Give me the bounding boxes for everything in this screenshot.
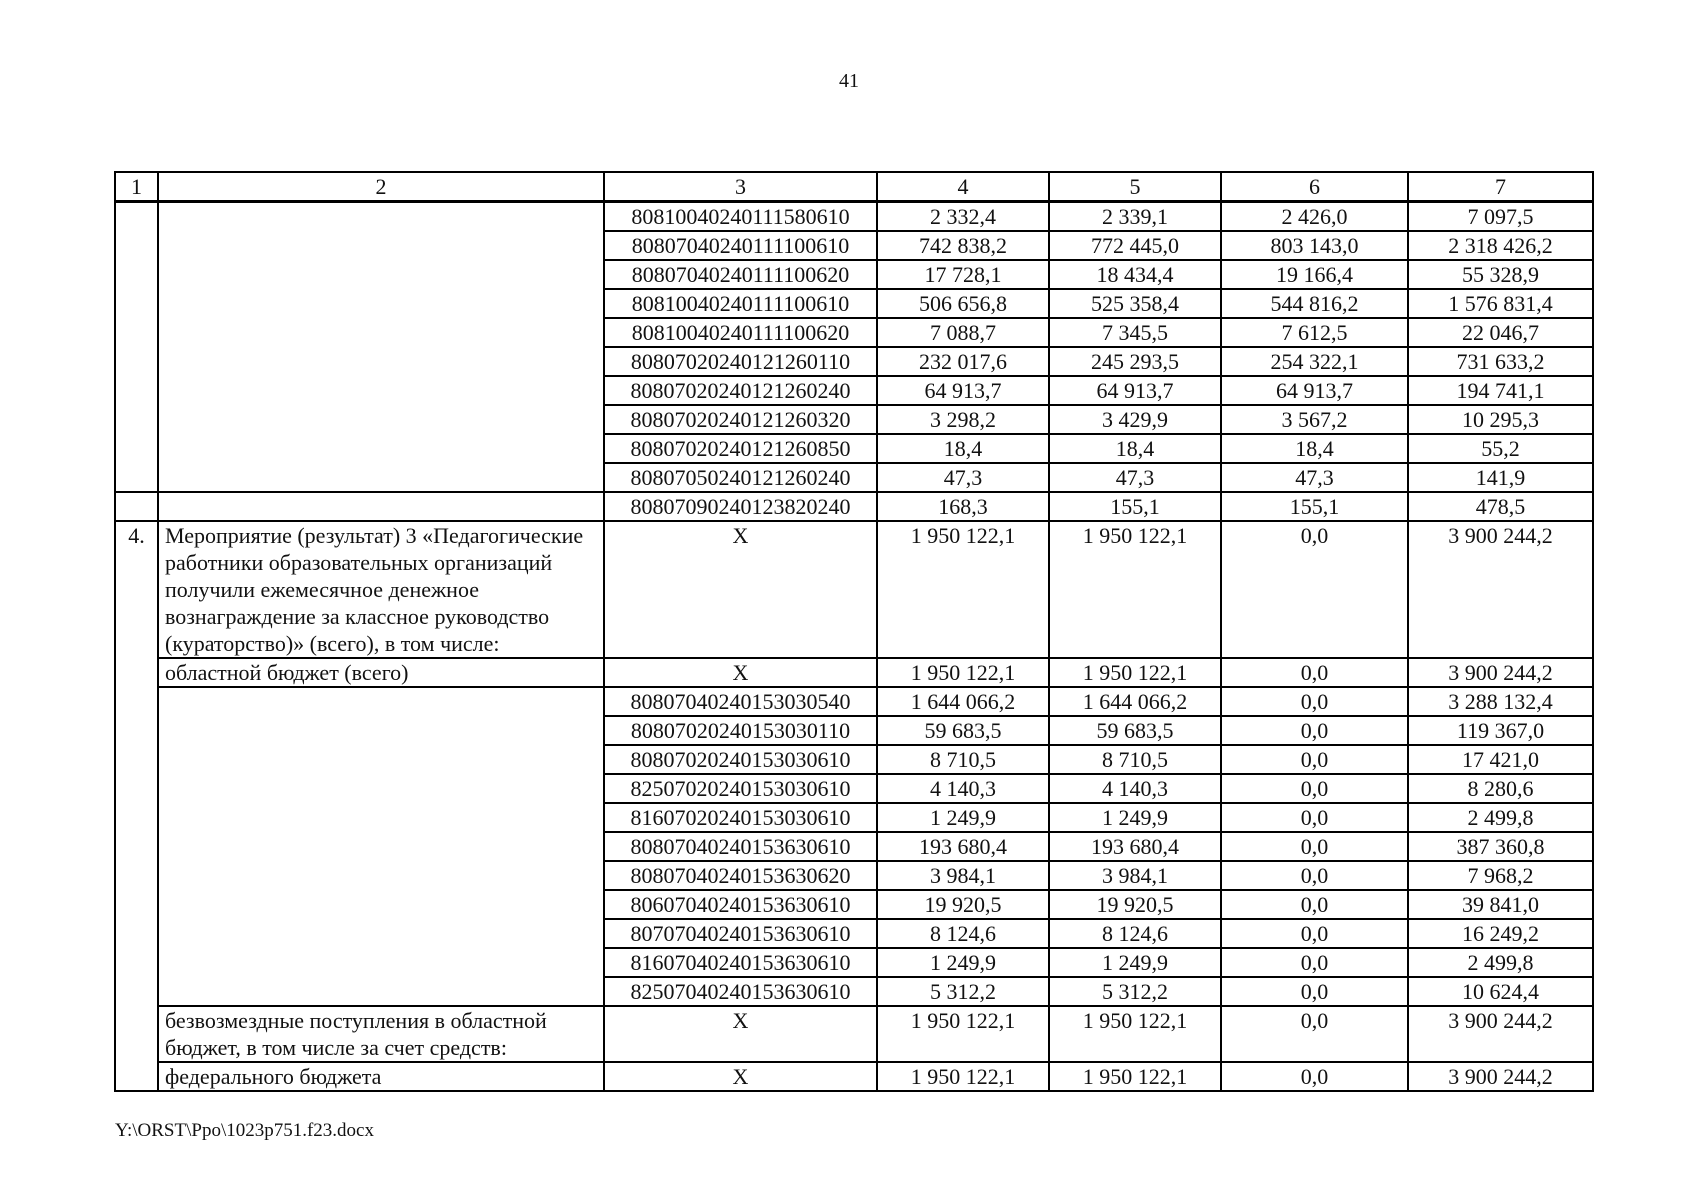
- value-cell: 1 249,9: [877, 948, 1049, 977]
- code-cell: 80810040240111100620: [604, 318, 877, 347]
- value-cell: 47,3: [1049, 463, 1221, 492]
- code-cell: 80807020240121260240: [604, 376, 877, 405]
- code-cell: 80807040240153630620: [604, 861, 877, 890]
- value-cell: 0,0: [1221, 977, 1408, 1006]
- value-cell: 731 633,2: [1408, 347, 1593, 376]
- grant-row: [115, 1006, 1593, 1062]
- code-cell: 80607040240153630610: [604, 890, 877, 919]
- value-cell: 17 728,1: [877, 260, 1049, 289]
- value-cell: 10 295,3: [1408, 405, 1593, 434]
- value-cell: 2 339,1: [1049, 202, 1221, 232]
- value-cell: 2 332,4: [877, 202, 1049, 232]
- value-cell: 1 249,9: [877, 803, 1049, 832]
- value-cell: 3 429,9: [1049, 405, 1221, 434]
- code-cell: 82507040240153630610: [604, 977, 877, 1006]
- value-cell: 168,3: [877, 492, 1049, 521]
- value-cell: 3 900 244,2: [1408, 1062, 1593, 1091]
- value-cell: 8 124,6: [877, 919, 1049, 948]
- header-cell: 2: [158, 172, 604, 202]
- code-cell: X: [604, 1006, 877, 1062]
- code-cell: 80807040240111100610: [604, 231, 877, 260]
- value-cell: 59 683,5: [1049, 716, 1221, 745]
- grant-label: безвозмездные поступления в областной бюджет, в том числе за счет средств:: [158, 1006, 604, 1062]
- value-cell: 18,4: [1049, 434, 1221, 463]
- regional-budget-row: [115, 658, 1593, 687]
- value-cell: 141,9: [1408, 463, 1593, 492]
- value-cell: 193 680,4: [877, 832, 1049, 861]
- code-cell: 80807020240121260110: [604, 347, 877, 376]
- value-cell: 5 312,2: [877, 977, 1049, 1006]
- value-cell: 22 046,7: [1408, 318, 1593, 347]
- value-cell: 1 950 122,1: [877, 658, 1049, 687]
- value-cell: 1 950 122,1: [1049, 521, 1221, 658]
- value-cell: 18 434,4: [1049, 260, 1221, 289]
- value-cell: 3 900 244,2: [1408, 521, 1593, 658]
- value-cell: 193 680,4: [1049, 832, 1221, 861]
- value-cell: 64 913,7: [1049, 376, 1221, 405]
- table-body: [115, 172, 1593, 1091]
- value-cell: 0,0: [1221, 745, 1408, 774]
- code-cell: X: [604, 1062, 877, 1091]
- value-cell: 0,0: [1221, 890, 1408, 919]
- value-cell: 39 841,0: [1408, 890, 1593, 919]
- code-cell: 80807020240121260320: [604, 405, 877, 434]
- value-cell: 0,0: [1221, 919, 1408, 948]
- value-cell: 119 367,0: [1408, 716, 1593, 745]
- value-cell: 478,5: [1408, 492, 1593, 521]
- header-cell: 3: [604, 172, 877, 202]
- footer-file-path: Y:\ORST\Ppo\1023p751.f23.docx: [115, 1120, 374, 1141]
- value-cell: 1 950 122,1: [1049, 1062, 1221, 1091]
- code-cell: 80807050240121260240: [604, 463, 877, 492]
- value-cell: 2 499,8: [1408, 803, 1593, 832]
- budget-table: [114, 171, 1594, 1092]
- value-cell: 3 288 132,4: [1408, 687, 1593, 716]
- value-cell: 544 816,2: [1221, 289, 1408, 318]
- value-cell: 772 445,0: [1049, 231, 1221, 260]
- regional-label: областной бюджет (всего): [158, 658, 604, 687]
- value-cell: 7 968,2: [1408, 861, 1593, 890]
- table-row: [115, 687, 1593, 716]
- value-cell: 742 838,2: [877, 231, 1049, 260]
- value-cell: 0,0: [1221, 716, 1408, 745]
- header-cell: 7: [1408, 172, 1593, 202]
- value-cell: 7 097,5: [1408, 202, 1593, 232]
- value-cell: 18,4: [1221, 434, 1408, 463]
- value-cell: 18,4: [877, 434, 1049, 463]
- value-cell: 5 312,2: [1049, 977, 1221, 1006]
- item4-row: [115, 521, 1593, 658]
- value-cell: 3 900 244,2: [1408, 658, 1593, 687]
- value-cell: 19 920,5: [877, 890, 1049, 919]
- value-cell: 155,1: [1221, 492, 1408, 521]
- value-cell: 3 984,1: [877, 861, 1049, 890]
- value-cell: 0,0: [1221, 687, 1408, 716]
- code-cell: X: [604, 658, 877, 687]
- value-cell: 0,0: [1221, 861, 1408, 890]
- value-cell: 17 421,0: [1408, 745, 1593, 774]
- value-cell: 0,0: [1221, 832, 1408, 861]
- code-cell: 80807020240121260850: [604, 434, 877, 463]
- value-cell: 47,3: [1221, 463, 1408, 492]
- num-cell: [115, 492, 158, 521]
- code-cell: 81607020240153030610: [604, 803, 877, 832]
- value-cell: 19 166,4: [1221, 260, 1408, 289]
- value-cell: 16 249,2: [1408, 919, 1593, 948]
- value-cell: 232 017,6: [877, 347, 1049, 376]
- value-cell: 7 612,5: [1221, 318, 1408, 347]
- value-cell: 0,0: [1221, 521, 1408, 658]
- value-cell: 1 950 122,1: [1049, 658, 1221, 687]
- name-cell: [158, 492, 604, 521]
- value-cell: 1 950 122,1: [1049, 1006, 1221, 1062]
- value-cell: 10 624,4: [1408, 977, 1593, 1006]
- value-cell: 2 426,0: [1221, 202, 1408, 232]
- value-cell: 8 710,5: [877, 745, 1049, 774]
- value-cell: 47,3: [877, 463, 1049, 492]
- code-cell: 80707040240153630610: [604, 919, 877, 948]
- value-cell: 0,0: [1221, 1062, 1408, 1091]
- federal-label: федерального бюджета: [158, 1062, 604, 1091]
- code-cell: 82507020240153030610: [604, 774, 877, 803]
- value-cell: 506 656,8: [877, 289, 1049, 318]
- code-cell: 80810040240111580610: [604, 202, 877, 232]
- value-cell: 194 741,1: [1408, 376, 1593, 405]
- value-cell: 8 280,6: [1408, 774, 1593, 803]
- value-cell: 0,0: [1221, 658, 1408, 687]
- header-cell: 5: [1049, 172, 1221, 202]
- value-cell: 1 950 122,1: [877, 1062, 1049, 1091]
- value-cell: 64 913,7: [1221, 376, 1408, 405]
- value-cell: 1 950 122,1: [877, 1006, 1049, 1062]
- federal-row: [115, 1062, 1593, 1091]
- code-cell: 80810040240111100610: [604, 289, 877, 318]
- value-cell: 8 710,5: [1049, 745, 1221, 774]
- table-row: [115, 492, 1593, 521]
- value-cell: 155,1: [1049, 492, 1221, 521]
- value-cell: 3 900 244,2: [1408, 1006, 1593, 1062]
- value-cell: 55,2: [1408, 434, 1593, 463]
- value-cell: 8 124,6: [1049, 919, 1221, 948]
- code-cell: 80807090240123820240: [604, 492, 877, 521]
- value-cell: 0,0: [1221, 774, 1408, 803]
- value-cell: 64 913,7: [877, 376, 1049, 405]
- header-cell: 1: [115, 172, 158, 202]
- value-cell: 3 567,2: [1221, 405, 1408, 434]
- value-cell: 254 322,1: [1221, 347, 1408, 376]
- value-cell: 525 358,4: [1049, 289, 1221, 318]
- num-cell: [115, 202, 158, 493]
- value-cell: 2 499,8: [1408, 948, 1593, 977]
- value-cell: 387 360,8: [1408, 832, 1593, 861]
- code-cell: 80807040240111100620: [604, 260, 877, 289]
- value-cell: 19 920,5: [1049, 890, 1221, 919]
- code-cell: 80807020240153030610: [604, 745, 877, 774]
- code-cell: 80807020240153030110: [604, 716, 877, 745]
- value-cell: 0,0: [1221, 803, 1408, 832]
- value-cell: 1 576 831,4: [1408, 289, 1593, 318]
- value-cell: 0,0: [1221, 948, 1408, 977]
- value-cell: 55 328,9: [1408, 260, 1593, 289]
- code-cell: 80807040240153630610: [604, 832, 877, 861]
- table-row: [115, 202, 1593, 232]
- value-cell: 1 644 066,2: [1049, 687, 1221, 716]
- value-cell: 3 984,1: [1049, 861, 1221, 890]
- value-cell: 803 143,0: [1221, 231, 1408, 260]
- header-cell: 6: [1221, 172, 1408, 202]
- code-cell: X: [604, 521, 877, 658]
- value-cell: 7 088,7: [877, 318, 1049, 347]
- item-title: Мероприятие (результат) 3 «Педагогические работники образовательных организаций получили ежемесячное денежное вознаграждение за классное руководство (кураторство)» (всего), в том числе:: [158, 521, 604, 658]
- value-cell: 1 950 122,1: [877, 521, 1049, 658]
- value-cell: 4 140,3: [1049, 774, 1221, 803]
- value-cell: 3 298,2: [877, 405, 1049, 434]
- header-row: [115, 172, 1593, 202]
- header-cell: 4: [877, 172, 1049, 202]
- value-cell: 7 345,5: [1049, 318, 1221, 347]
- value-cell: 0,0: [1221, 1006, 1408, 1062]
- value-cell: 2 318 426,2: [1408, 231, 1593, 260]
- value-cell: 1 249,9: [1049, 803, 1221, 832]
- code-cell: 81607040240153630610: [604, 948, 877, 977]
- value-cell: 59 683,5: [877, 716, 1049, 745]
- value-cell: 1 249,9: [1049, 948, 1221, 977]
- value-cell: 4 140,3: [877, 774, 1049, 803]
- value-cell: 1 644 066,2: [877, 687, 1049, 716]
- item-number: 4.: [115, 521, 158, 1091]
- value-cell: 245 293,5: [1049, 347, 1221, 376]
- name-cell: [158, 202, 604, 493]
- name-cell: [158, 687, 604, 1006]
- page-number: 41: [839, 70, 859, 92]
- code-cell: 80807040240153030540: [604, 687, 877, 716]
